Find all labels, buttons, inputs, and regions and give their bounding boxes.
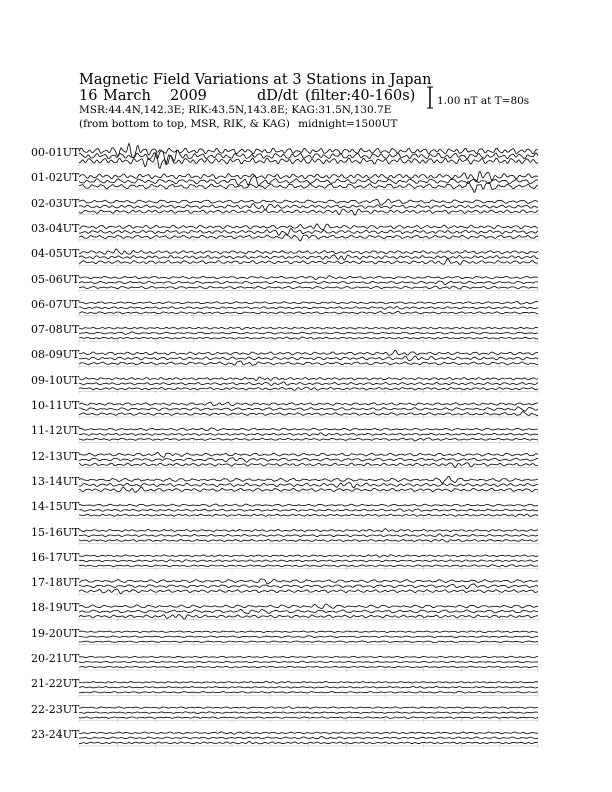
hour-row bbox=[79, 452, 538, 469]
hour-row bbox=[79, 656, 538, 672]
station-trace bbox=[79, 276, 538, 280]
station-trace bbox=[79, 707, 538, 709]
station-trace bbox=[79, 579, 538, 584]
station-trace bbox=[79, 560, 538, 562]
hour-row bbox=[79, 604, 538, 622]
station-trace bbox=[79, 741, 538, 743]
date-year: 2009 bbox=[170, 88, 207, 104]
hour-label: 04-05UT bbox=[31, 247, 80, 261]
station-trace bbox=[79, 641, 538, 643]
hour-row bbox=[79, 249, 538, 267]
hour-label: 02-03UT bbox=[31, 196, 80, 210]
station-trace bbox=[79, 199, 538, 205]
station-trace bbox=[79, 259, 538, 265]
hour-label: 20-21UT bbox=[31, 652, 80, 665]
hour-row bbox=[79, 143, 538, 168]
station-trace bbox=[79, 301, 538, 304]
hour-label: 15-16UT bbox=[31, 525, 80, 539]
hour-label: 22-23UT bbox=[31, 702, 80, 716]
hour-row bbox=[79, 276, 538, 293]
hour-row bbox=[79, 224, 538, 242]
station-trace bbox=[79, 332, 538, 335]
station-trace bbox=[79, 204, 538, 210]
station-trace bbox=[79, 228, 538, 235]
hour-row bbox=[79, 476, 538, 495]
station-trace bbox=[79, 255, 538, 260]
station-trace bbox=[79, 476, 538, 483]
hour-label: 06-07UT bbox=[31, 297, 80, 311]
station-trace bbox=[79, 411, 538, 415]
hour-label: 09-10UT bbox=[31, 373, 80, 387]
station-trace bbox=[79, 504, 538, 506]
date-month: March bbox=[103, 88, 151, 104]
hour-label: 00-01UT bbox=[31, 146, 80, 159]
hour-label: 23-24UT bbox=[31, 727, 80, 741]
station-trace bbox=[79, 356, 538, 361]
hour-label: 13-14UT bbox=[31, 474, 80, 488]
station-trace bbox=[79, 609, 538, 613]
quantity-label: dD/dt bbox=[257, 88, 298, 104]
scale-label: 1.00 nT at T=80s bbox=[437, 95, 530, 107]
hour-row bbox=[79, 301, 538, 317]
station-trace bbox=[79, 509, 538, 512]
hour-row bbox=[79, 681, 538, 697]
station-trace bbox=[79, 407, 538, 411]
hour-row bbox=[79, 171, 538, 192]
hour-row bbox=[79, 199, 538, 217]
hour-label: 07-08UT bbox=[31, 323, 80, 337]
station-trace bbox=[79, 631, 538, 633]
hour-label: 12-13UT bbox=[31, 449, 80, 463]
station-trace bbox=[79, 666, 538, 667]
station-trace bbox=[79, 584, 538, 589]
station-trace bbox=[79, 529, 538, 532]
station-trace bbox=[79, 382, 538, 385]
filter-label: (filter:40-160s) bbox=[305, 88, 416, 104]
station-trace bbox=[79, 555, 538, 557]
station-trace bbox=[79, 483, 538, 488]
order-note: (from bottom to top, MSR, RIK, & KAG) bbox=[79, 118, 290, 130]
stations-line: MSR:44.4N,142.3E; RIK:43.5N,143.8E; KAG:31.5N,130.7E bbox=[79, 104, 392, 116]
hour-label: 14-15UT bbox=[31, 500, 80, 514]
date-day: 16 bbox=[79, 88, 98, 104]
hour-label: 19-20UT bbox=[31, 626, 80, 640]
station-trace bbox=[79, 661, 538, 662]
station-trace bbox=[79, 337, 538, 339]
station-trace bbox=[79, 350, 538, 355]
hour-row bbox=[79, 377, 538, 394]
hour-row bbox=[79, 350, 538, 368]
hour-label: 08-09UT bbox=[31, 348, 80, 362]
station-trace bbox=[79, 681, 538, 683]
station-trace bbox=[79, 402, 538, 406]
hour-row bbox=[79, 428, 538, 444]
station-trace bbox=[79, 636, 538, 638]
hour-row bbox=[79, 707, 538, 723]
hour-label: 01-02UT bbox=[31, 171, 80, 185]
station-trace bbox=[79, 377, 538, 381]
station-trace bbox=[79, 656, 538, 657]
hour-label: 21-22UT bbox=[31, 677, 80, 691]
hour-label: 17-18UT bbox=[31, 576, 80, 590]
hour-row bbox=[79, 631, 538, 647]
station-trace bbox=[79, 153, 538, 169]
station-trace bbox=[79, 311, 538, 314]
hour-label: 05-06UT bbox=[31, 272, 80, 286]
station-trace bbox=[79, 458, 538, 462]
station-trace bbox=[79, 604, 538, 609]
hour-row bbox=[79, 579, 538, 596]
hour-row bbox=[79, 529, 538, 546]
hour-label: 10-11UT bbox=[31, 399, 80, 412]
hour-label: 03-04UT bbox=[31, 221, 80, 235]
station-trace bbox=[79, 534, 538, 537]
hour-label: 18-19UT bbox=[31, 601, 80, 615]
chart-title: Magnetic Field Variations at 3 Stations in Japan bbox=[79, 72, 432, 88]
station-trace bbox=[79, 306, 538, 309]
hour-row bbox=[79, 327, 538, 343]
hour-row bbox=[79, 555, 538, 571]
midnight-note: midnight=1500UT bbox=[298, 118, 398, 130]
station-trace bbox=[79, 433, 538, 436]
station-trace bbox=[79, 452, 538, 457]
station-trace bbox=[79, 732, 538, 734]
hour-label: 16-17UT bbox=[31, 550, 80, 564]
station-trace bbox=[79, 281, 538, 285]
station-trace bbox=[79, 428, 538, 431]
station-trace bbox=[79, 691, 538, 693]
station-trace bbox=[79, 327, 538, 329]
station-trace bbox=[79, 249, 538, 255]
station-trace bbox=[79, 686, 538, 688]
station-trace bbox=[79, 712, 538, 714]
hour-row bbox=[79, 504, 538, 520]
station-trace bbox=[79, 514, 538, 517]
station-trace bbox=[79, 565, 538, 567]
hour-row bbox=[79, 732, 538, 748]
hour-label: 11-12UT bbox=[31, 424, 80, 438]
station-trace bbox=[79, 224, 538, 230]
station-trace bbox=[79, 717, 538, 719]
hour-row bbox=[79, 402, 538, 419]
station-trace bbox=[79, 737, 538, 739]
